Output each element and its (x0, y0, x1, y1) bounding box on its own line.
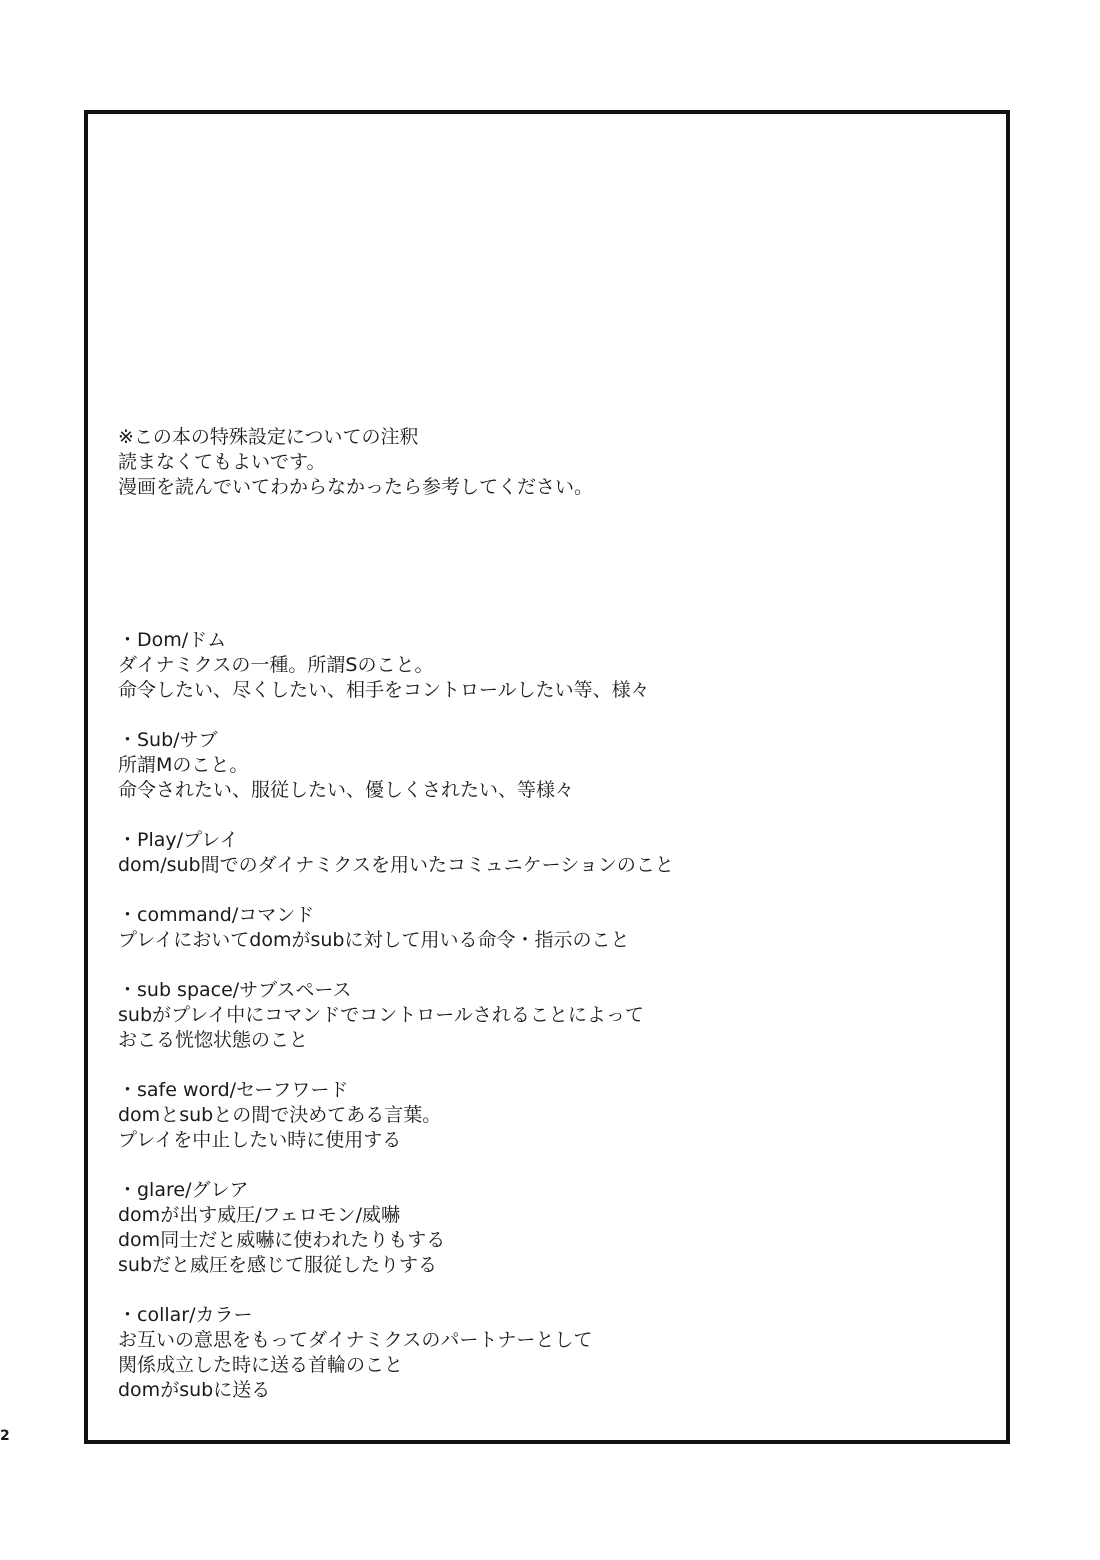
glossary-entry-sub (118, 728, 674, 803)
glossary-entry-sub-space (118, 978, 674, 1053)
glossary-term: ・Sub/サブ (118, 729, 218, 751)
glossary-entry-glare (118, 1178, 674, 1278)
glossary (118, 628, 674, 1403)
glossary-term: ・Dom/ドム (118, 629, 227, 651)
glossary-definition-line: dom/sub間でのダイナミクスを用いたコミュニケーションのこと (118, 854, 674, 876)
glossary-term: ・command/コマンド (118, 904, 315, 926)
glossary-entry-collar (118, 1303, 674, 1403)
glossary-definition-line: お互いの意思をもってダイナミクスのパートナーとして (118, 1329, 593, 1351)
glossary-definition-line: subだと威圧を感じて服従したりする (118, 1254, 438, 1276)
glossary-definition-line: domが出す威圧/フェロモン/威嚇 (118, 1204, 401, 1226)
intro-line: 漫画を読んでいてわからなかったら参考してください。 (118, 476, 594, 498)
glossary-entry-play (118, 828, 674, 878)
glossary-definition-line: 所謂Mのこと。 (118, 754, 249, 776)
glossary-entry-command (118, 903, 674, 953)
intro-note (118, 425, 593, 500)
glossary-definition-line: subがプレイ中にコマンドでコントロールされることによって (118, 1004, 644, 1026)
glossary-term: ・Play/プレイ (118, 829, 239, 851)
glossary-definition-line: おこる恍惚状態のこと (118, 1029, 309, 1051)
glossary-term: ・safe word/セーフワード (118, 1079, 349, 1101)
glossary-definition-line: プレイにおいてdomがsubに対して用いる命令・指示のこと (118, 929, 630, 951)
glossary-entry-dom (118, 628, 674, 703)
glossary-term: ・collar/カラー (118, 1304, 253, 1326)
intro-line: ※この本の特殊設定についての注釈 (118, 426, 419, 448)
page-number: 2 (0, 1428, 10, 1444)
intro-line: 読まなくてもよいです。 (118, 451, 326, 473)
glossary-definition-line: domとsubとの間で決めてある言葉。 (118, 1104, 442, 1126)
glossary-entry-safe-word (118, 1078, 674, 1153)
glossary-definition-line: dom同士だと威嚇に使われたりもする (118, 1229, 446, 1251)
glossary-definition-line: プレイを中止したい時に使用する (118, 1129, 402, 1151)
glossary-definition-line: ダイナミクスの一種。所謂Sのこと。 (118, 654, 434, 676)
glossary-definition-line: 命令されたい、服従したい、優しくされたい、等様々 (118, 779, 575, 801)
glossary-definition-line: 命令したい、尽くしたい、相手をコントロールしたい等、様々 (118, 679, 650, 701)
glossary-term: ・sub space/サブスペース (118, 979, 352, 1001)
glossary-definition-line: 関係成立した時に送る首輪のこと (118, 1354, 404, 1376)
glossary-term: ・glare/グレア (118, 1179, 249, 1201)
glossary-definition-line: domがsubに送る (118, 1379, 271, 1401)
